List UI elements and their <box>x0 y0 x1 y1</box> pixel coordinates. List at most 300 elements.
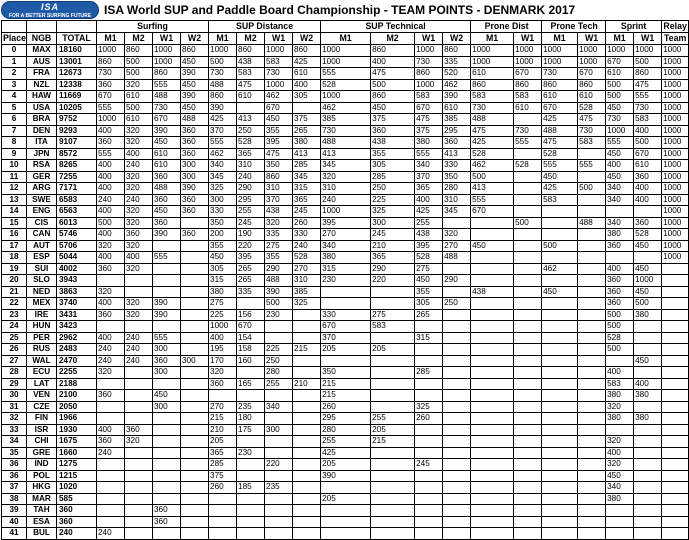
points-cell <box>578 355 606 367</box>
place-cell: 17 <box>2 240 27 252</box>
points-cell: 245 <box>293 206 321 218</box>
place-cell: 15 <box>2 217 27 229</box>
points-cell: 488 <box>542 125 578 137</box>
points-cell <box>578 493 606 505</box>
points-cell: 860 <box>237 45 265 57</box>
empty-header-cell <box>2 21 27 33</box>
points-cell <box>415 424 443 436</box>
points-cell: 528 <box>237 137 265 149</box>
points-cell <box>371 528 415 540</box>
points-cell: 390 <box>153 298 181 310</box>
points-cell <box>471 459 514 471</box>
points-cell: 305 <box>293 91 321 103</box>
place-cell: 4 <box>2 91 27 103</box>
points-cell <box>415 482 443 494</box>
place-cell: 28 <box>2 367 27 379</box>
points-cell <box>662 516 689 528</box>
total-cell: 3943 <box>57 275 97 287</box>
points-cell: 330 <box>209 206 237 218</box>
table-row <box>2 332 689 344</box>
ngb-cell: AUS <box>27 56 57 68</box>
points-cell: 340 <box>209 160 237 172</box>
points-cell: 400 <box>125 148 153 160</box>
ngb-cell: FIN <box>27 413 57 425</box>
points-cell: 1000 <box>662 229 689 241</box>
ngb-cell: AUT <box>27 240 57 252</box>
points-cell: 240 <box>97 528 125 540</box>
points-cell: 215 <box>209 413 237 425</box>
points-cell: 270 <box>209 401 237 413</box>
points-cell: 860 <box>97 56 125 68</box>
points-cell <box>662 378 689 390</box>
points-cell: 335 <box>265 229 293 241</box>
points-cell: 583 <box>471 91 514 103</box>
total-cell: 5706 <box>57 240 97 252</box>
points-cell: 450 <box>181 56 209 68</box>
points-cell: 255 <box>237 206 265 218</box>
header-heat: M1 <box>471 33 514 45</box>
points-cell: 245 <box>237 217 265 229</box>
table-row <box>2 217 689 229</box>
points-cell: 1000 <box>634 45 662 57</box>
points-cell: 320 <box>125 125 153 137</box>
points-cell: 730 <box>209 68 237 80</box>
points-cell <box>471 505 514 517</box>
points-cell: 220 <box>237 240 265 252</box>
points-cell: 305 <box>209 263 237 275</box>
points-cell: 260 <box>209 482 237 494</box>
points-cell: 395 <box>237 252 265 264</box>
points-cell: 730 <box>471 102 514 114</box>
points-cell: 180 <box>237 413 265 425</box>
points-cell: 528 <box>321 79 371 91</box>
points-cell: 400 <box>97 298 125 310</box>
points-cell: 450 <box>634 263 662 275</box>
points-cell: 310 <box>237 160 265 172</box>
points-cell <box>471 309 514 321</box>
points-cell: 1000 <box>415 79 443 91</box>
points-cell <box>443 344 471 356</box>
points-cell: 400 <box>209 332 237 344</box>
points-cell: 360 <box>634 171 662 183</box>
points-cell: 860 <box>634 68 662 80</box>
points-cell: 215 <box>321 378 371 390</box>
points-cell: 275 <box>209 298 237 310</box>
points-cell: 325 <box>371 206 415 218</box>
points-cell <box>125 482 153 494</box>
points-cell: 438 <box>415 229 443 241</box>
points-cell <box>471 229 514 241</box>
points-cell <box>662 493 689 505</box>
table-row <box>2 91 689 103</box>
points-cell: 1000 <box>321 206 371 218</box>
points-cell: 500 <box>634 137 662 149</box>
table-row <box>2 206 689 218</box>
points-cell <box>181 436 209 448</box>
points-cell <box>471 390 514 402</box>
points-cell <box>371 367 415 379</box>
points-cell: 380 <box>606 413 634 425</box>
points-cell <box>181 470 209 482</box>
header-heat: M1 <box>209 33 237 45</box>
total-cell: 360 <box>57 505 97 517</box>
points-cell <box>542 275 578 287</box>
points-cell: 265 <box>237 263 265 275</box>
points-cell: 500 <box>606 91 634 103</box>
points-cell: 325 <box>293 298 321 310</box>
points-cell: 450 <box>634 355 662 367</box>
ngb-cell: HKG <box>27 482 57 494</box>
points-cell: 285 <box>209 459 237 471</box>
points-cell <box>153 240 181 252</box>
points-cell <box>153 436 181 448</box>
points-cell: 300 <box>181 160 209 172</box>
points-cell: 220 <box>265 459 293 471</box>
points-cell <box>662 447 689 459</box>
points-cell: 1000 <box>662 79 689 91</box>
points-cell: 730 <box>97 68 125 80</box>
points-cell: 315 <box>415 332 443 344</box>
points-cell: 860 <box>371 91 415 103</box>
points-cell <box>209 528 237 540</box>
points-cell <box>125 459 153 471</box>
points-cell <box>125 367 153 379</box>
total-cell: 6563 <box>57 206 97 218</box>
points-cell: 380 <box>415 137 443 149</box>
points-cell: 555 <box>153 252 181 264</box>
points-cell: 320 <box>97 367 125 379</box>
header-heat: M2 <box>371 33 415 45</box>
ngb-cell: SUI <box>27 263 57 275</box>
points-cell <box>542 298 578 310</box>
points-cell <box>209 516 237 528</box>
points-cell <box>542 355 578 367</box>
points-cell: 240 <box>293 240 321 252</box>
points-cell: 860 <box>293 45 321 57</box>
points-cell: 583 <box>578 137 606 149</box>
points-cell <box>542 321 578 333</box>
points-cell: 400 <box>606 263 634 275</box>
points-cell <box>443 390 471 402</box>
points-cell: 400 <box>634 194 662 206</box>
points-cell: 400 <box>97 171 125 183</box>
points-cell: 360 <box>125 424 153 436</box>
points-cell: 520 <box>443 68 471 80</box>
place-cell: 27 <box>2 355 27 367</box>
points-cell: 225 <box>265 344 293 356</box>
points-cell: 345 <box>321 160 371 172</box>
points-cell: 345 <box>209 171 237 183</box>
points-cell <box>415 505 443 517</box>
points-cell: 670 <box>542 102 578 114</box>
table-row <box>2 390 689 402</box>
points-cell: 1000 <box>606 45 634 57</box>
points-cell <box>514 459 542 471</box>
points-cell <box>578 516 606 528</box>
place-cell: 22 <box>2 298 27 310</box>
place-cell: 31 <box>2 401 27 413</box>
points-cell: 450 <box>153 137 181 149</box>
points-cell: 340 <box>606 482 634 494</box>
points-cell: 390 <box>265 286 293 298</box>
place-cell: 39 <box>2 505 27 517</box>
points-cell: 380 <box>209 286 237 298</box>
points-cell <box>662 355 689 367</box>
points-cell <box>578 390 606 402</box>
points-cell: 335 <box>443 56 471 68</box>
points-cell <box>578 252 606 264</box>
points-cell <box>181 275 209 287</box>
points-cell: 860 <box>514 79 542 91</box>
points-cell <box>237 505 265 517</box>
points-cell: 1000 <box>578 56 606 68</box>
points-cell <box>542 436 578 448</box>
points-cell: 413 <box>237 114 265 126</box>
points-cell <box>514 470 542 482</box>
points-cell <box>578 505 606 517</box>
points-cell: 670 <box>153 114 181 126</box>
points-cell <box>471 401 514 413</box>
points-cell: 360 <box>97 436 125 448</box>
points-cell: 360 <box>181 148 209 160</box>
total-cell: 18160 <box>57 45 97 57</box>
points-cell: 500 <box>514 217 542 229</box>
ngb-cell: IND <box>27 459 57 471</box>
points-cell <box>578 148 606 160</box>
points-cell <box>578 470 606 482</box>
points-cell: 380 <box>606 493 634 505</box>
points-cell: 400 <box>606 367 634 379</box>
points-cell: 610 <box>606 68 634 80</box>
points-cell <box>471 528 514 540</box>
points-cell: 250 <box>265 355 293 367</box>
points-cell: 400 <box>97 160 125 172</box>
points-cell: 255 <box>265 378 293 390</box>
points-cell: 413 <box>471 183 514 195</box>
points-cell: 240 <box>125 344 153 356</box>
points-cell <box>542 470 578 482</box>
place-cell: 19 <box>2 263 27 275</box>
points-cell: 255 <box>415 217 443 229</box>
points-cell: 555 <box>578 160 606 172</box>
points-cell <box>415 470 443 482</box>
header-heat: W1 <box>578 33 606 45</box>
points-cell: 425 <box>415 206 443 218</box>
points-cell: 1000 <box>662 160 689 172</box>
points-cell <box>293 470 321 482</box>
points-cell: 320 <box>125 240 153 252</box>
points-cell: 320 <box>209 367 237 379</box>
total-cell: 3740 <box>57 298 97 310</box>
total-cell: 2255 <box>57 367 97 379</box>
place-cell: 1 <box>2 56 27 68</box>
points-cell: 610 <box>125 91 153 103</box>
points-cell: 290 <box>443 275 471 287</box>
points-cell: 280 <box>443 183 471 195</box>
ngb-cell: ITA <box>27 137 57 149</box>
ngb-cell: MEX <box>27 298 57 310</box>
points-cell <box>265 390 293 402</box>
points-cell <box>371 505 415 517</box>
points-cell <box>578 332 606 344</box>
points-cell <box>443 413 471 425</box>
points-cell <box>443 401 471 413</box>
points-cell: 488 <box>578 217 606 229</box>
points-cell <box>125 516 153 528</box>
points-cell: 450 <box>209 252 237 264</box>
points-cell: 860 <box>471 79 514 91</box>
points-cell <box>97 401 125 413</box>
table-row <box>2 252 689 264</box>
total-cell: 12673 <box>57 68 97 80</box>
points-cell: 260 <box>293 217 321 229</box>
table-row <box>2 125 689 137</box>
points-cell: 390 <box>181 183 209 195</box>
points-cell <box>181 505 209 517</box>
group-prone-dist: Prone Dist <box>471 21 542 33</box>
points-cell: 400 <box>634 378 662 390</box>
points-cell: 380 <box>606 390 634 402</box>
points-cell: 450 <box>606 102 634 114</box>
group-prone-tech: Prone Tech <box>542 21 606 33</box>
points-cell <box>471 482 514 494</box>
group-sup-distance: SUP Distance <box>209 21 321 33</box>
points-cell <box>443 424 471 436</box>
points-cell: 1000 <box>662 91 689 103</box>
points-cell: 385 <box>443 114 471 126</box>
points-cell: 355 <box>265 125 293 137</box>
points-cell: 1000 <box>153 45 181 57</box>
points-cell <box>443 470 471 482</box>
points-cell: 500 <box>209 56 237 68</box>
points-cell: 395 <box>265 137 293 149</box>
points-cell: 390 <box>153 229 181 241</box>
total-cell: 3423 <box>57 321 97 333</box>
header-heat: W2 <box>443 33 471 45</box>
points-cell: 400 <box>97 229 125 241</box>
points-cell: 320 <box>125 171 153 183</box>
points-cell <box>293 321 321 333</box>
total-cell: 7255 <box>57 171 97 183</box>
points-cell: 265 <box>415 309 443 321</box>
points-cell: 450 <box>153 206 181 218</box>
points-cell: 1000 <box>209 321 237 333</box>
points-cell: 360 <box>181 137 209 149</box>
points-cell: 425 <box>471 137 514 149</box>
points-cell: 860 <box>371 45 415 57</box>
ngb-cell: GRE <box>27 447 57 459</box>
place-cell: 38 <box>2 493 27 505</box>
points-cell: 1000 <box>662 252 689 264</box>
points-cell: 230 <box>237 447 265 459</box>
points-cell: 488 <box>265 275 293 287</box>
points-cell: 462 <box>471 160 514 172</box>
total-cell: 2188 <box>57 378 97 390</box>
points-cell: 300 <box>153 344 181 356</box>
points-cell: 320 <box>321 171 371 183</box>
points-cell <box>634 528 662 540</box>
points-cell: 413 <box>293 148 321 160</box>
points-cell: 205 <box>321 344 371 356</box>
points-cell: 280 <box>265 367 293 379</box>
points-cell: 360 <box>153 217 181 229</box>
points-cell <box>265 413 293 425</box>
points-cell <box>181 263 209 275</box>
points-cell <box>209 505 237 517</box>
points-cell <box>514 286 542 298</box>
points-cell: 860 <box>578 79 606 91</box>
points-cell: 475 <box>634 79 662 91</box>
points-cell <box>542 516 578 528</box>
points-cell: 860 <box>415 68 443 80</box>
place-cell: 33 <box>2 424 27 436</box>
points-cell: 425 <box>542 183 578 195</box>
points-cell <box>181 516 209 528</box>
points-cell: 260 <box>321 401 371 413</box>
points-cell <box>97 470 125 482</box>
place-cell: 36 <box>2 459 27 471</box>
points-cell <box>443 505 471 517</box>
place-cell: 30 <box>2 390 27 402</box>
points-cell: 500 <box>125 56 153 68</box>
points-cell <box>153 286 181 298</box>
points-cell: 475 <box>415 114 443 126</box>
table-row <box>2 79 689 91</box>
points-cell: 295 <box>443 125 471 137</box>
table-row <box>2 505 689 517</box>
place-cell: 23 <box>2 309 27 321</box>
points-cell <box>125 390 153 402</box>
total-cell: 11669 <box>57 91 97 103</box>
points-cell: 450 <box>265 114 293 126</box>
points-cell: 1000 <box>662 240 689 252</box>
points-cell <box>321 482 371 494</box>
points-cell <box>542 413 578 425</box>
points-cell: 450 <box>634 240 662 252</box>
points-cell <box>265 436 293 448</box>
group-surfing: Surfing <box>97 21 209 33</box>
points-cell: 500 <box>265 298 293 310</box>
points-cell: 400 <box>97 252 125 264</box>
points-cell <box>514 114 542 126</box>
points-cell <box>634 482 662 494</box>
points-cell <box>662 344 689 356</box>
points-cell <box>514 171 542 183</box>
points-cell: 438 <box>237 56 265 68</box>
header-heat: Team <box>662 33 689 45</box>
points-cell <box>662 424 689 436</box>
points-cell <box>181 447 209 459</box>
points-cell <box>293 424 321 436</box>
points-cell <box>662 413 689 425</box>
points-cell <box>153 424 181 436</box>
points-cell: 860 <box>542 79 578 91</box>
points-cell: 165 <box>237 378 265 390</box>
points-cell <box>471 344 514 356</box>
points-cell: 205 <box>371 424 415 436</box>
points-cell: 475 <box>471 125 514 137</box>
place-cell: 11 <box>2 171 27 183</box>
points-cell: 1000 <box>634 275 662 287</box>
points-cell: 390 <box>153 125 181 137</box>
points-cell: 375 <box>209 470 237 482</box>
points-cell: 320 <box>265 217 293 229</box>
table-row <box>2 516 689 528</box>
points-cell: 390 <box>181 68 209 80</box>
ngb-cell: ESA <box>27 516 57 528</box>
points-cell: 1000 <box>471 45 514 57</box>
points-cell: 610 <box>443 102 471 114</box>
